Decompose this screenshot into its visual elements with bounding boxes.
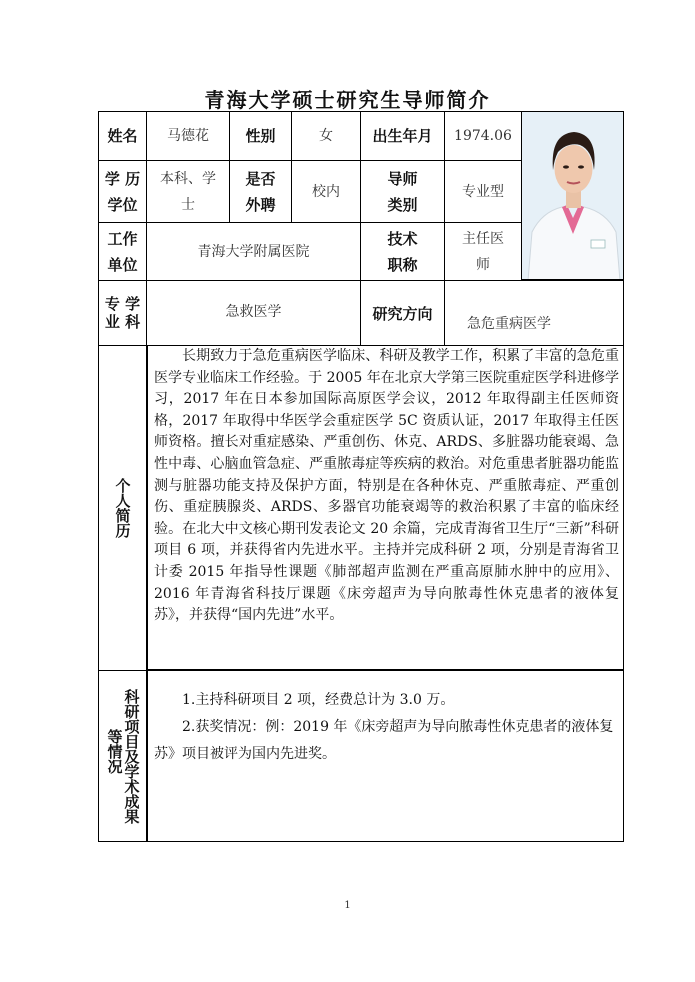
supervisor-type-label: 导师 类别 [360,160,445,223]
portrait-photo [521,111,624,280]
achievements-label-cell [98,670,147,842]
discipline-value: 急救医学 [146,280,361,346]
education-label: 学 历 学位 [98,160,147,223]
education-value: 本科、学 士 [146,160,230,223]
gender-value: 女 [291,111,361,161]
bio-text-cell [147,345,624,670]
page-title: 青海大学硕士研究生导师简介 [204,88,491,112]
achievements-label-col1: 科研项目及学术成果 [122,688,141,824]
birth-value: 1974.06 [444,111,522,161]
bio-text: 长期致力于急危重病医学临床、科研及教学工作，积累了丰富的急危重医学专业临床工作经验。于 2005 年在北京大学第三医院重症医学科进修学习，2017 年在日本参加国际高原医学会议，2012 年取得副主任医师资格，2017 年取得中华医学会重症医学 5C 资质认证，2017 年取得主任医师资格。擅长对重症感染、严重创伤、休克、ARDS、多脏器功能衰竭、急性中毒、心脑血管急症、严重脓毒症等疾病的救治。对危重患者脏器功能监测与脏器功能支持及保护方面，特别是在各种休克、严重脓毒症、严重创伤、重症胰腺炎、ARDS、多器官功能衰竭等的救治积累了丰富的临床经验。在北大中文核心期刊发表论文 20 余篇，完成青海省卫生厅“三新”科研项目 6 项，并获得省内先进水平。主持并完成科研 2 项，分别是青海省卫计委 2015 年指导性课题《肺部超声监测在严重高原肺水肿中的应用》、2016 年青海省科技厅课题《床旁超声为导向脓毒性休克患者的液体复苏》，并获得“国内先进”水平。 [154,348,619,624]
page-number: 1 [344,900,351,911]
workplace-value: 青海大学附属医院 [146,222,361,281]
name-value: 马德花 [146,111,230,161]
name-label: 姓名 [98,111,147,161]
gender-label: 性别 [229,111,292,161]
tech-title-value: 主任医 师 [444,222,522,281]
bio-label: 个人简历 [113,478,132,538]
discipline-label: 专 学 业 科 [98,280,147,346]
tech-title-label: 技术 职称 [360,222,445,281]
external-label: 是否 外聘 [229,160,292,223]
research-label: 研究方向 [360,280,445,346]
achievements-label-col2: 等情况 [105,728,124,774]
external-value: 校内 [291,160,361,223]
achievement-item-1: 1.主持科研项目 2 项，经费总计为 3.0 万。 [182,692,455,708]
supervisor-type-value: 专业型 [444,160,522,223]
birth-label: 出生年月 [360,111,445,161]
research-value: 急危重病医学 [444,280,624,346]
bio-label-cell [98,345,147,671]
workplace-label: 工作 单位 [98,222,147,281]
achievement-item-2: 2.获奖情况：例：2019 年《床旁超声为导向脓毒性休克患者的液体复苏》项目被评为国内先进奖。 [154,719,614,762]
achievements-cell [147,670,624,842]
